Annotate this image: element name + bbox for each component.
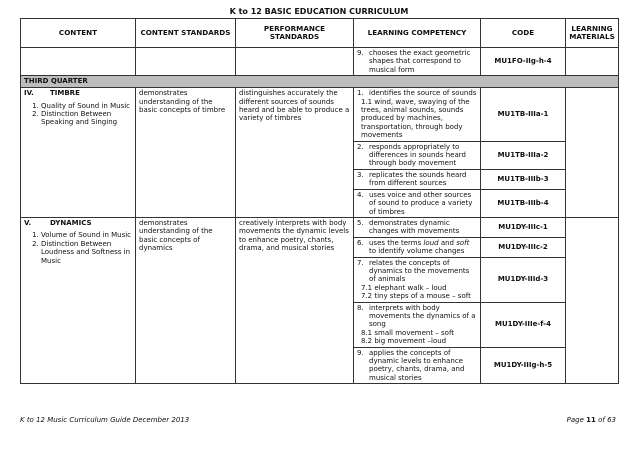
- code-cell: MU1DY-IIIe-f-4: [481, 302, 566, 347]
- code-cell: MU1DY-IIIc-2: [481, 237, 566, 257]
- list-item: 2. Distinction Between Speaking and Singing: [41, 110, 132, 127]
- competency-cell: 9. applies the concepts of dynamic levels to enhance poetry, chants, drama, and musical stories: [354, 347, 481, 384]
- competency-cell: 1. identifies the source of sounds 1.1 wind, wave, swaying of the trees, animal sounds, sounds produced by machines, transportation, through body movements: [354, 88, 481, 141]
- content-standard-cell: demonstrates understanding of the basic concepts of dynamics: [136, 217, 236, 383]
- code-cell: MU1TB-IIIb-4: [481, 189, 566, 217]
- header-content: CONTENT: [21, 19, 136, 48]
- competency-cell: 2. responds appropriately to differences in sounds heard through body movement: [354, 141, 481, 169]
- quarter-label: THIRD QUARTER: [21, 76, 619, 88]
- table-row: [21, 88, 619, 141]
- list-item: 1. Quality of Sound in Music: [41, 102, 132, 110]
- competency-cell: 8. interprets with body movements the dynamics of a song 8.1 small movement – soft 8.2 big movement –loud: [354, 302, 481, 347]
- code-cell: MU1TB-IIIb-3: [481, 169, 566, 189]
- table-row: [21, 217, 619, 237]
- performance-standard-cell: creatively interprets with body movements the dynamic levels to enhance poetry, chants, drama, and musical stories: [236, 217, 354, 383]
- page-title: K to 12 BASIC EDUCATION CURRICULUM: [229, 7, 409, 16]
- competency-cell: 4. uses voice and other sources of sound to produce a variety of timbres: [354, 189, 481, 217]
- competency-cell: 3. replicates the sounds heard from different sources: [354, 169, 481, 189]
- competency-cell: 7. relates the concepts of dynamics to the movements of animals 7.1 elephant walk – loud 7.2 tiny steps of a mouse – soft: [354, 257, 481, 302]
- code-cell: MU1DY-IIIg-h-5: [481, 347, 566, 384]
- list-item: 2. Distinction Between Loudness and Softness in Music: [41, 240, 132, 265]
- competency-cell: 6. uses the terms loud and soft to identify volume changes: [354, 237, 481, 257]
- code-cell: MU1TB-IIIa-1: [481, 88, 566, 141]
- page-number: Page 11 of 63: [566, 416, 616, 424]
- header-row: [21, 19, 619, 48]
- competency-cell: 9. chooses the exact geometric shapes that correspond to musical form: [354, 48, 481, 76]
- quarter-row: [21, 76, 619, 88]
- content-cell: IV. TIMBRE 1. Quality of Sound in Music 2. Distinction Between Speaking and Singing: [21, 88, 136, 218]
- code-cell: MU1DY-IIIc-1: [481, 217, 566, 237]
- code-cell: MU1FO-IIg-h-4: [481, 48, 566, 76]
- table-row: [21, 48, 619, 76]
- code-cell: MU1DY-IIId-3: [481, 257, 566, 302]
- footer-guide-title: K to 12 Music Curriculum Guide December 2013: [20, 416, 190, 424]
- header-learning-materials: LEARNING MATERIALS: [566, 19, 619, 48]
- header-content-standards: CONTENT STANDARDS: [136, 19, 236, 48]
- content-standard-cell: demonstrates understanding of the basic concepts of timbre: [136, 88, 236, 218]
- header-learning-competency: LEARNING COMPETENCY: [354, 19, 481, 48]
- competency-cell: 5. demonstrates dynamic changes with movements: [354, 217, 481, 237]
- header-performance-standards: PERFORMANCE STANDARDS: [236, 19, 354, 48]
- code-cell: MU1TB-IIIa-2: [481, 141, 566, 169]
- performance-standard-cell: distinguishes accurately the different sources of sounds heard and be able to produce a variety of timbres: [236, 88, 354, 218]
- curriculum-table: [20, 18, 619, 384]
- list-item: 1. Volume of Sound in Music: [41, 231, 132, 239]
- header-code: CODE: [481, 19, 566, 48]
- content-cell: V. DYNAMICS 1. Volume of Sound in Music 2. Distinction Between Loudness and Softness in Music: [21, 217, 136, 383]
